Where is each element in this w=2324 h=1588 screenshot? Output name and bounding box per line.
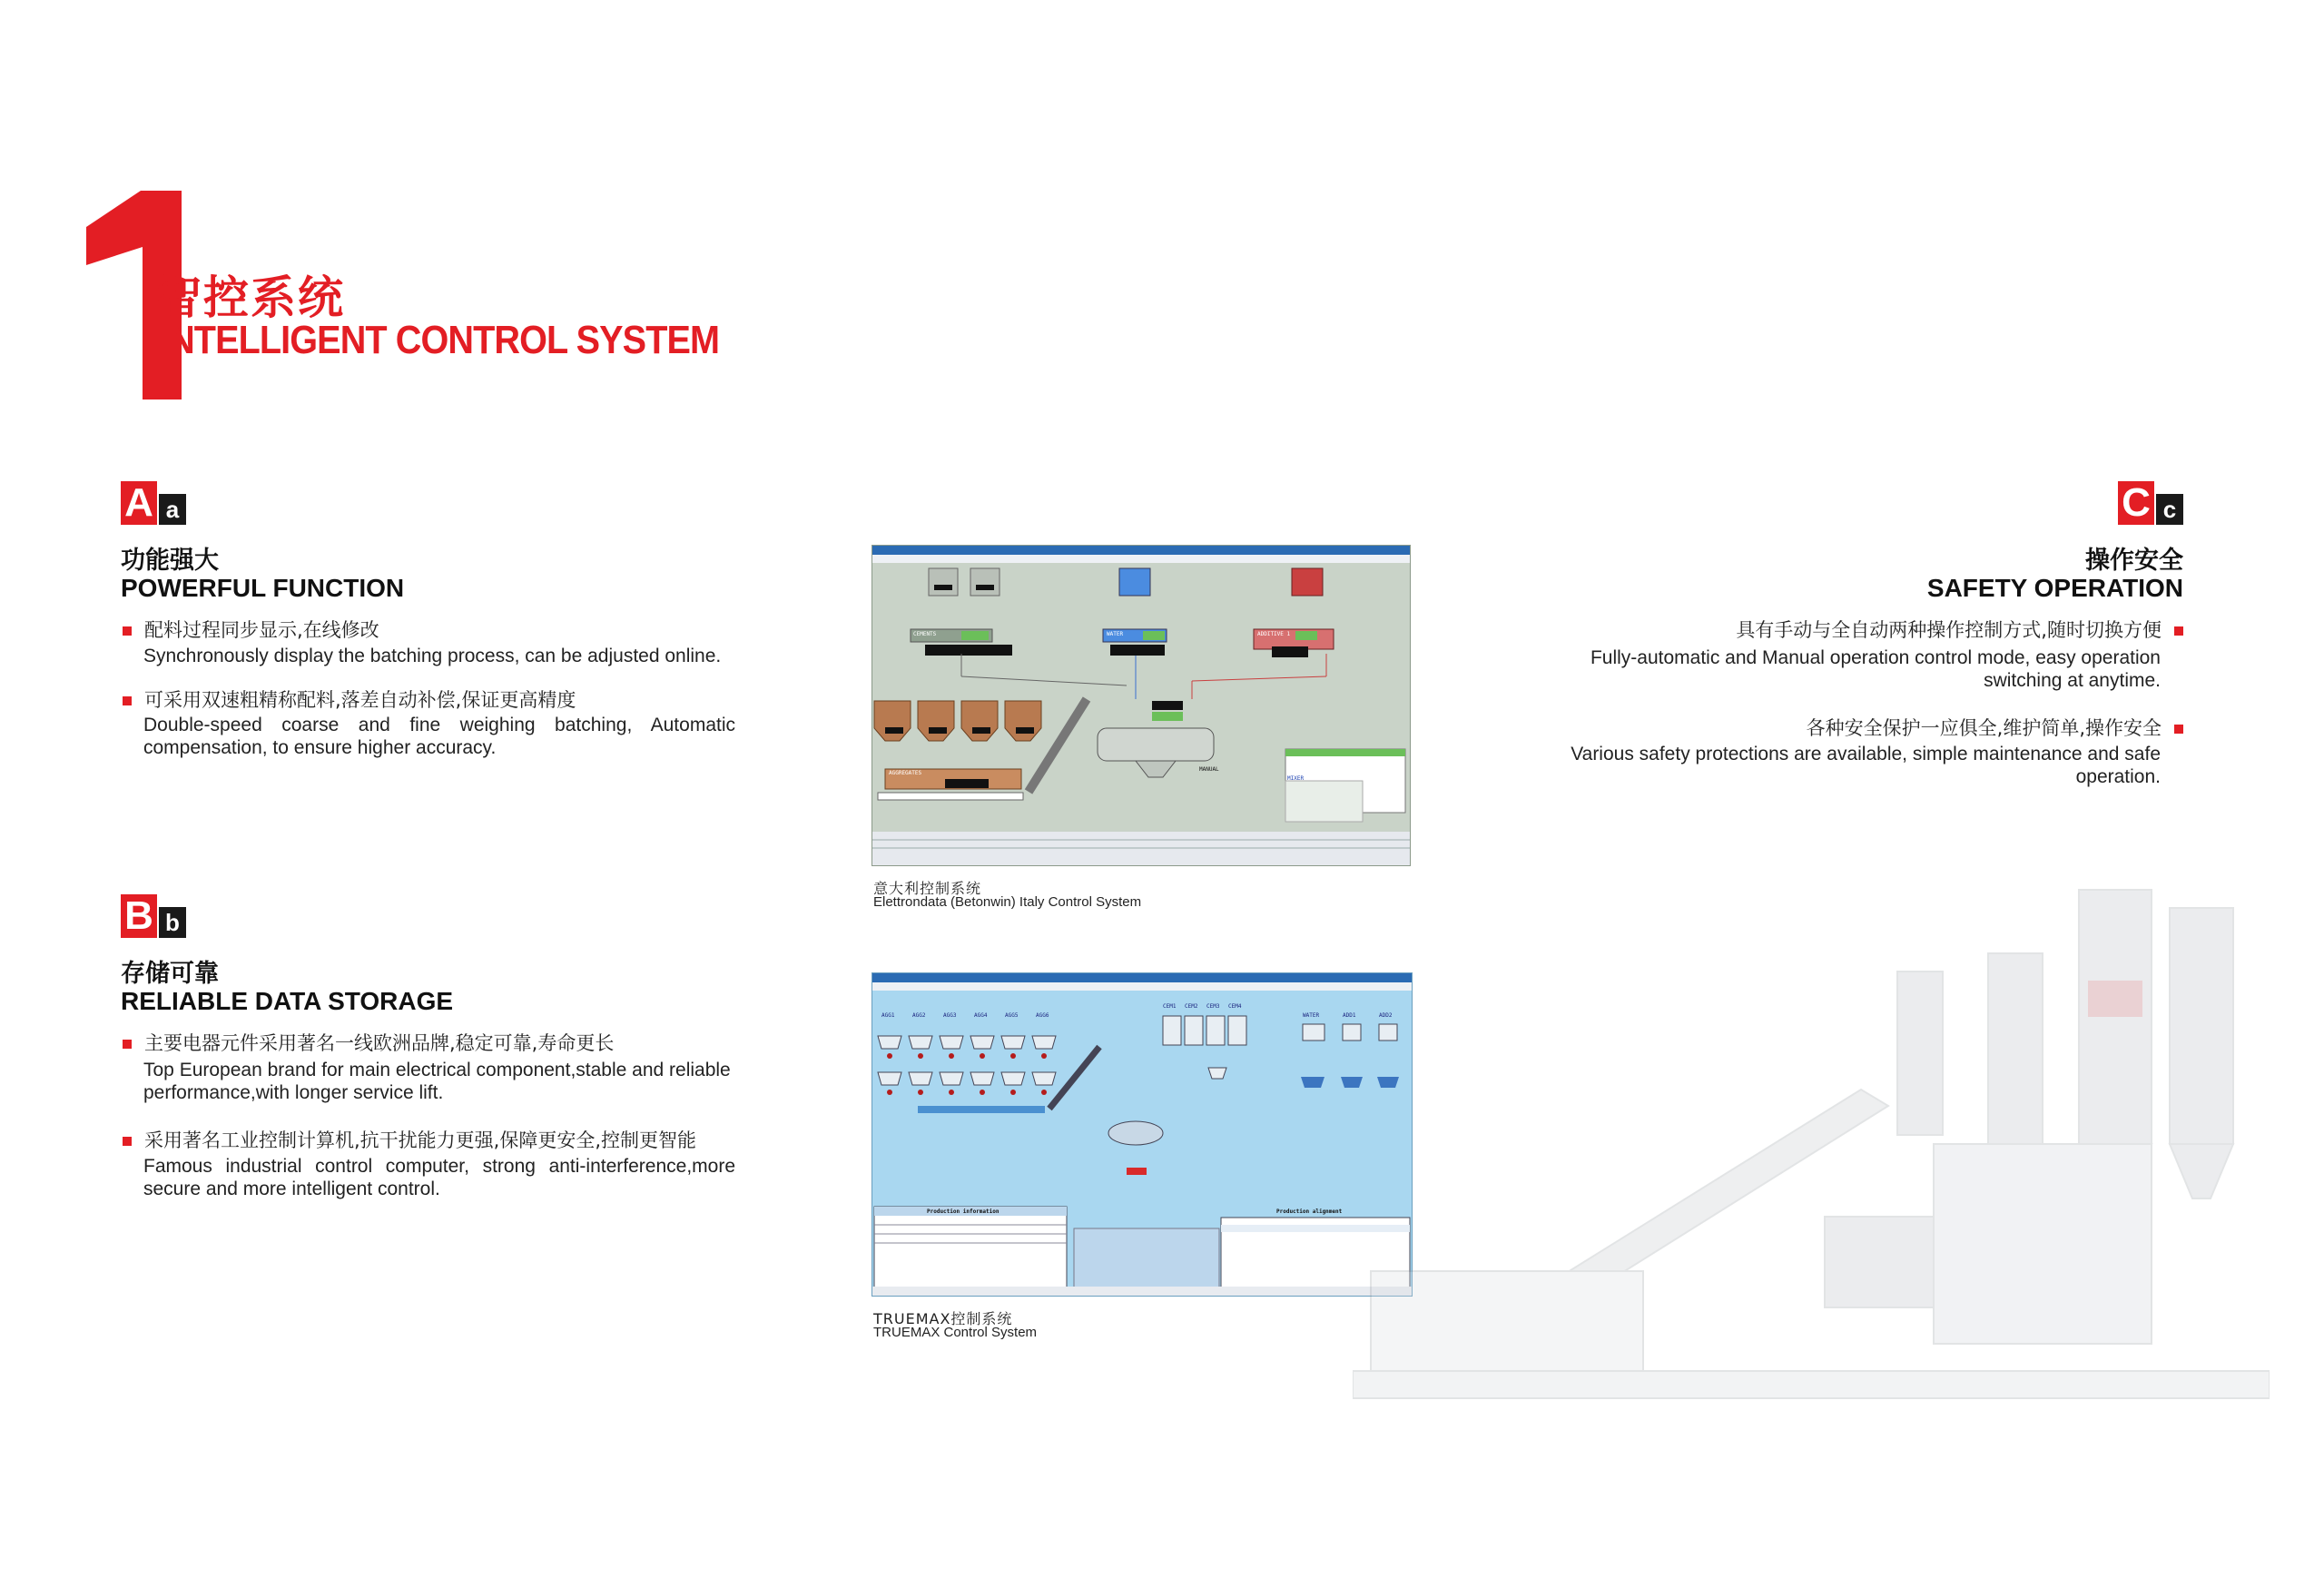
section-b-title-en: RELIABLE DATA STORAGE <box>121 987 454 1015</box>
section-b-bullet-1-en: Top European brand for main electrical component,stable and reliable performance,with longer service lift. <box>143 1060 731 1103</box>
screenshot-1-caption-en: Elettrondata (Betonwin) Italy Control System <box>873 894 1142 910</box>
hero-title-cn: 智控系统 <box>156 271 345 324</box>
hmi-label-agg3: AGG3 <box>943 1012 957 1019</box>
section-a-title-cn: 功能强大 <box>121 547 219 575</box>
section-a-bullet-1-cn: 配料过程同步显示,在线修改 <box>123 616 379 643</box>
section-a-bullet-2-en: Double-speed coarse and fine weighing batching, Automatic compensation, to ensure higher accuracy. <box>143 715 735 758</box>
screenshot-window-titlebar <box>872 546 1410 555</box>
badge-letter-small: b <box>159 907 186 938</box>
hmi-label-cem1: CEM1 <box>1163 1003 1177 1010</box>
section-a-title-en: POWERFUL FUNCTION <box>121 574 405 602</box>
section-c-bullet-2-en: Various safety protections are available, simple maintenance and safe operation. <box>1571 744 2161 787</box>
hmi-label-cem3: CEM3 <box>1206 1003 1220 1010</box>
section-c-bullet-1-cn: 具有手动与全自动两种操作控制方式,随时切换方便 <box>1736 616 2183 643</box>
hmi-label-cem4: CEM4 <box>1228 1003 1242 1010</box>
bullet-square-icon <box>2174 626 2183 636</box>
section-c-badge <box>2118 481 2183 525</box>
section-c-bullet-2-cn: 各种安全保护一应俱全,维护简单,操作安全 <box>1807 714 2183 741</box>
screenshot-menubar <box>872 555 1410 563</box>
screenshot-1-caption-cn: 意大利控制系统 <box>873 880 982 897</box>
truemax-screenshot <box>872 972 1413 1297</box>
hmi-label-water: WATER <box>1303 1012 1320 1019</box>
hmi-label-agg6: AGG6 <box>1036 1012 1049 1019</box>
badge-letter-small: a <box>159 494 186 525</box>
hmi-label-cem2: CEM2 <box>1185 1003 1198 1010</box>
hmi-label-agg4: AGG4 <box>974 1012 988 1019</box>
hmi-label-agg5: AGG5 <box>1005 1012 1019 1019</box>
section-a-bullet-2-cn: 可采用双速粗精称配料,落差自动补偿,保证更高精度 <box>123 686 576 713</box>
hmi-label-cements: CEMENTS <box>913 631 937 637</box>
hmi-label-agg2: AGG2 <box>912 1012 926 1019</box>
section-a-badge <box>121 481 186 525</box>
screenshot-2-caption-cn: TRUEMAX控制系统 <box>873 1310 1013 1327</box>
section-c-title-cn: 操作安全 <box>2085 547 2183 575</box>
section-b-bullet-2-cn: 采用著名工业控制计算机,抗干扰能力更强,保障更安全,控制更智能 <box>123 1126 696 1153</box>
hmi-label-production-alignment: Production alignment <box>1276 1208 1343 1215</box>
batching-plant-illustration <box>1353 872 2270 1416</box>
bullet-square-icon <box>123 1137 132 1146</box>
badge-letter-big: B <box>121 894 157 938</box>
section-b-title-cn: 存储可靠 <box>121 960 219 988</box>
hmi-label-additive: ADDITIVE 1 <box>1257 631 1291 637</box>
section-c-title-en: SAFETY OPERATION <box>1926 574 2183 602</box>
hmi-label-agg1: AGG1 <box>881 1012 895 1019</box>
bullet-square-icon <box>123 1040 132 1049</box>
section-b-badge <box>121 894 186 938</box>
screenshot-menubar <box>872 982 1412 991</box>
hmi-label-production-information: Production information <box>927 1208 1000 1215</box>
hmi-label-water: WATER <box>1107 631 1124 637</box>
badge-letter-big: A <box>121 481 157 525</box>
truemax-hmi-diagram <box>872 991 1412 1296</box>
hmi-label-manual: MANUAL <box>1199 766 1219 773</box>
section-b-bullet-2-en: Famous industrial control computer, strong anti-interference,more secure and more intelligent control. <box>143 1156 735 1199</box>
hero-title-en: INTELLIGENT CONTROL SYSTEM <box>160 318 720 362</box>
bullet-square-icon <box>123 626 132 636</box>
elettrondata-screenshot <box>872 545 1411 866</box>
hmi-label-aggregates: AGGREGATES <box>889 770 922 776</box>
screenshot-2-caption-en: TRUEMAX Control System <box>873 1325 1038 1340</box>
badge-letter-small: c <box>2156 494 2183 525</box>
elettrondata-hmi-diagram <box>872 563 1410 865</box>
bullet-square-icon <box>123 696 132 705</box>
hmi-label-mixer: MIXER <box>1287 775 1305 782</box>
bullet-square-icon <box>2174 725 2183 734</box>
hmi-label-add2: ADD2 <box>1379 1012 1393 1019</box>
hmi-label-add1: ADD1 <box>1343 1012 1356 1019</box>
badge-letter-big: C <box>2118 481 2154 525</box>
section-a-bullet-1-en: Synchronously display the batching process, can be adjusted online. <box>143 646 722 666</box>
section-b-bullet-1-cn: 主要电器元件采用著名一线欧洲品牌,稳定可靠,寿命更长 <box>123 1029 614 1056</box>
section-c-bullet-1-en: Fully-automatic and Manual operation control mode, easy operation switching at anytime. <box>1590 647 2161 691</box>
screenshot-window-titlebar <box>872 973 1412 982</box>
